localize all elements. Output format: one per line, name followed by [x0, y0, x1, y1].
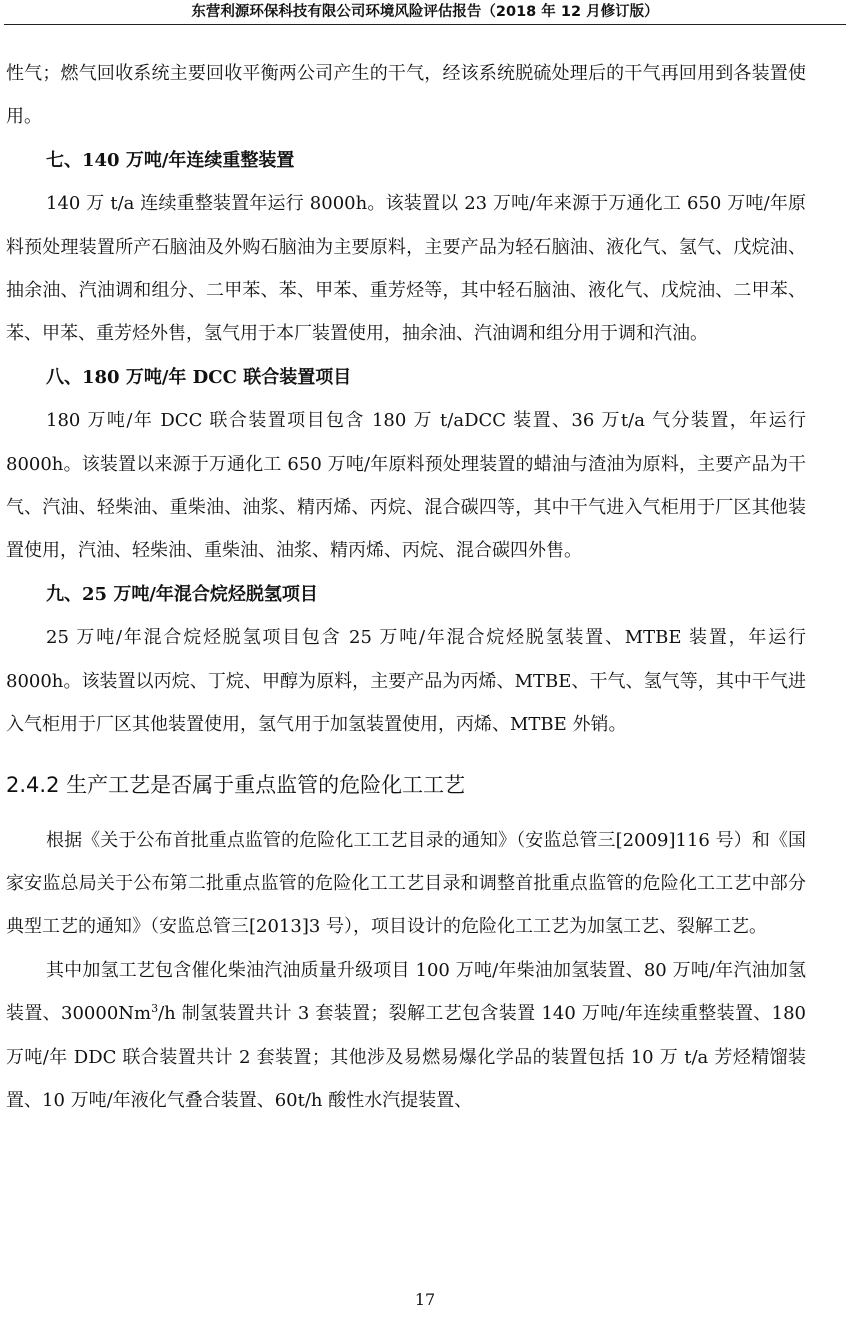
document-body [6, 52, 806, 1122]
process-list-part-1: 其中加氢工艺包含催化柴油汽油质量升级项目 100 万吨/年柴油加氢装置、80 万吨/年汽油加氢装置、30000Nm [6, 959, 806, 1025]
heading-item-8: 八、180 万吨/年 DCC 联合装置项目 [46, 366, 352, 388]
paragraph-item-9: 25 万吨/年混合烷烃脱氢项目包含 25 万吨/年混合烷烃脱氢装置、MTBE 装置，年运行 8000h。该装置以丙烷、丁烷、甲醇为原料，主要产品为丙烯、MTBE、干气、氢气等，其中干气进入气柜用于厂区其他装置使用，氢气用于加氢装置使用，丙烯、MTBE 外销。 [6, 627, 806, 736]
paragraph-item-7: 140 万 t/a 连续重整装置年运行 8000h。该装置以 23 万吨/年来源于万通化工 650 万吨/年原料预处理装置所产石脑油及外购石脑油为主要原料，主要产品为轻石脑油、液化气、氢气、戊烷油、抽余油、汽油调和组分、二甲苯、苯、甲苯、重芳烃等，其中轻石脑油、液化气、戊烷油、二甲苯、苯、甲苯、重芳烃外售，氢气用于本厂装置使用，抽余油、汽油调和组分用于调和汽油。 [6, 193, 806, 345]
paragraph-regulation: 根据《关于公布首批重点监管的危险化工工艺目录的通知》（安监总管三[2009]116 号）和《国家安监总局关于公布第二批重点监管的危险化工工艺目录和调整首批重点监管的危险化工工艺中部分典型工艺的通知》（安监总管三[2013]3 号），项目设计的危险化工工艺为加氢工艺、裂解工艺。 [6, 829, 806, 938]
page-header: 东营利源环保科技有限公司环境风险评估报告（2018 年 12 月修订版） [191, 4, 659, 20]
paragraph-continued: 性气；燃气回收系统主要回收平衡两公司产生的干气，经该系统脱硫处理后的干气再回用到各装置使用。 [6, 63, 806, 128]
superscript-three: 3 [151, 1002, 159, 1016]
paragraph-item-8: 180 万吨/年 DCC 联合装置项目包含 180 万 t/aDCC 装置、36 万t/a 气分装置，年运行 8000h。该装置以来源于万通化工 650 万吨/年原料预处理装置的蜡油与渣油为原料，主要产品为干气、汽油、轻柴油、重柴油、油浆、精丙烯、丙烷、混合碳四等，其中干气进入气柜用于厂区其他装置使用，汽油、轻柴油、重柴油、油浆、精丙烯、丙烷、混合碳四外售。 [6, 410, 806, 562]
heading-item-7: 七、140 万吨/年连续重整装置 [46, 149, 295, 171]
header-rule [4, 24, 846, 25]
page-number: 17 [414, 1290, 436, 1309]
process-list-part-2: /h 制氢装置共计 3 套装置；裂解工艺包含装置 140 万吨/年连续重整装置、180 万吨/年 DDC 联合装置共计 2 套装置；其他涉及易燃易爆化学品的装置包括 10 万 t/a 芳烃精馏装置、10 万吨/年液化气叠合装置、60t/h 酸性水汽提装置、 [6, 1003, 806, 1111]
paragraph-process-list [6, 949, 806, 1123]
section-heading-2-4-2: 2.4.2 生产工艺是否属于重点监管的危险化工工艺 [6, 772, 466, 797]
heading-item-9: 九、25 万吨/年混合烷烃脱氢项目 [46, 583, 318, 605]
